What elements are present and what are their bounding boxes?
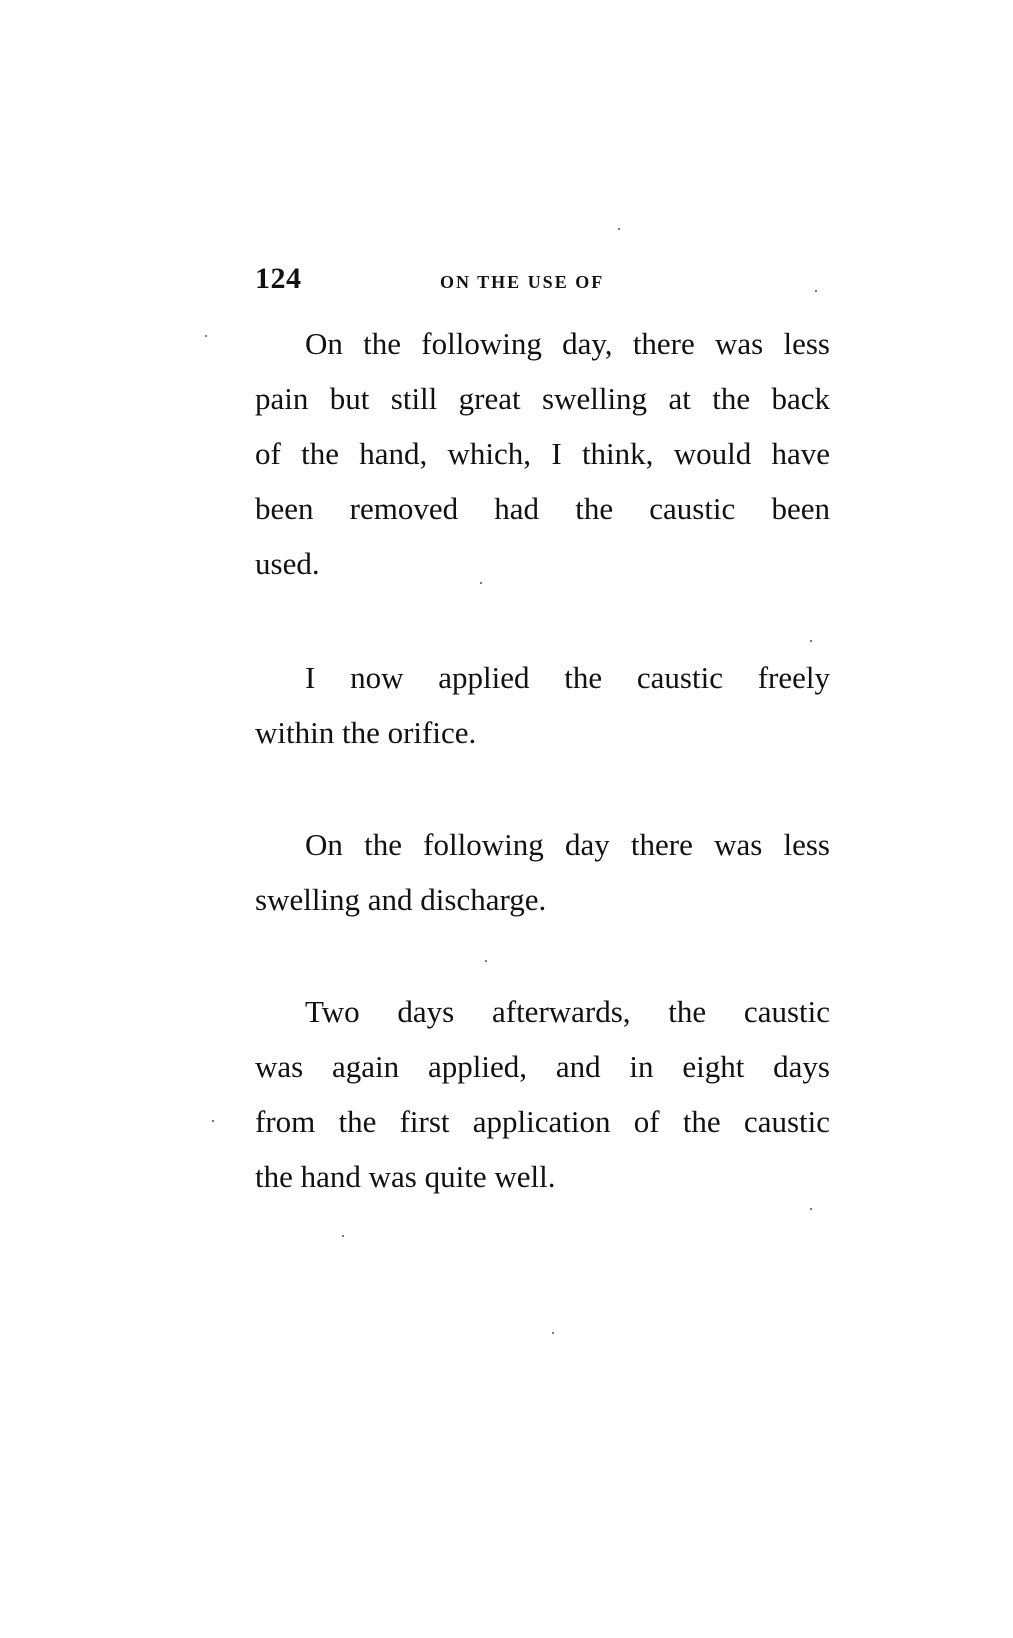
text-line: was again applied, and in eight days xyxy=(255,1049,830,1084)
text-line: On the following day, there was less xyxy=(305,326,830,361)
paragraph-4 xyxy=(255,984,830,1204)
scan-speck xyxy=(212,1120,214,1122)
paragraph-3 xyxy=(255,817,830,927)
scan-speck xyxy=(480,582,482,584)
text-line: from the first application of the caustic xyxy=(255,1104,830,1139)
scan-speck xyxy=(342,1235,344,1237)
scan-speck xyxy=(552,1332,554,1334)
text-line: the hand was quite well. xyxy=(255,1159,556,1194)
paragraph-2 xyxy=(255,650,830,760)
text-line: of the hand, which, I think, would have xyxy=(255,436,830,471)
scan-speck xyxy=(618,228,620,230)
text-line: been removed had the caustic been xyxy=(255,491,830,526)
text-line: swelling and discharge. xyxy=(255,882,547,917)
text-line: used. xyxy=(255,546,320,581)
scan-speck xyxy=(485,960,487,962)
scan-speck xyxy=(205,335,207,337)
scan-speck xyxy=(815,290,817,292)
scan-speck xyxy=(810,640,812,642)
text-line: On the following day there was less xyxy=(305,827,830,862)
text-line: within the orifice. xyxy=(255,715,477,750)
text-line: Two days afterwards, the caustic xyxy=(305,994,830,1029)
scan-speck xyxy=(810,1208,812,1210)
running-head xyxy=(255,262,835,302)
paragraph-1 xyxy=(255,316,830,591)
text-line: pain but still great swelling at the back xyxy=(255,381,830,416)
page-number: 124 xyxy=(255,262,302,295)
text-line: I now applied the caustic freely xyxy=(305,660,830,695)
running-title: ON THE USE OF xyxy=(440,272,605,292)
